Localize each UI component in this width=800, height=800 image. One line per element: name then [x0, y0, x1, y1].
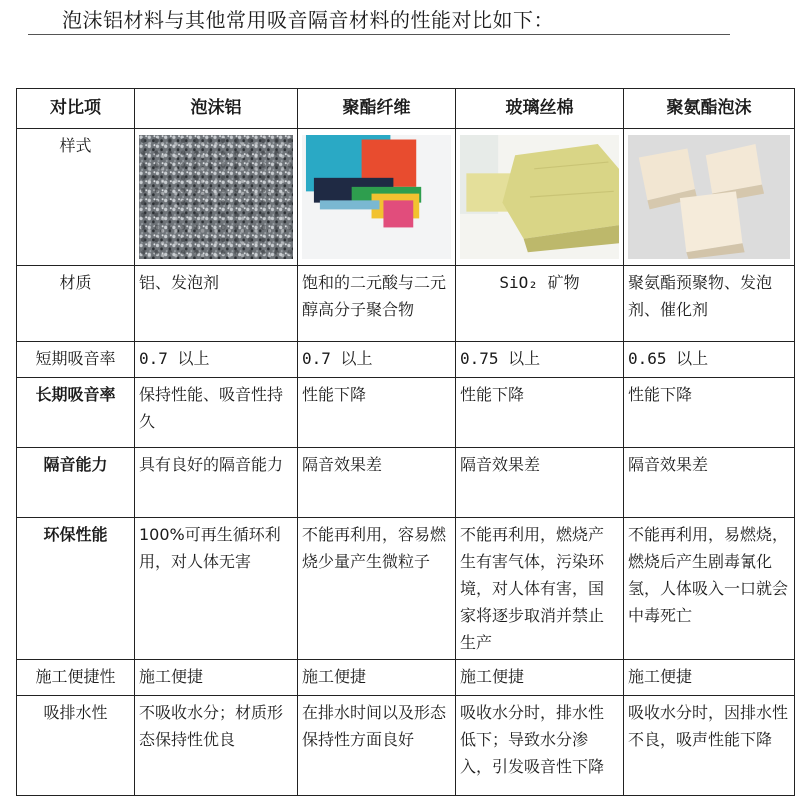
table-cell: 铝、发泡剂 — [135, 266, 298, 342]
title-underline — [28, 34, 730, 35]
table-cell: 隔音效果差 — [456, 448, 624, 518]
row-label-water: 吸排水性 — [17, 696, 135, 796]
page-title: 泡沫铝材料与其他常用吸音隔音材料的性能对比如下： — [62, 8, 554, 32]
table-cell: 饱和的二元酸与二元醇高分子聚合物 — [298, 266, 456, 342]
polyurethane-foam-image — [624, 129, 795, 266]
table-row — [17, 342, 795, 378]
row-label-sound-insulation: 隔音能力 — [17, 448, 135, 518]
table-cell: 0.7 以上 — [298, 342, 456, 378]
table-row — [17, 696, 795, 796]
row-label-construction: 施工便捷性 — [17, 660, 135, 696]
table-cell: 施工便捷 — [624, 660, 795, 696]
table-cell: 不吸收水分；材质形态保持性优良 — [135, 696, 298, 796]
table-cell: 不能再利用，燃烧产生有害气体，污染环境，对人体有害，国家将逐步取消并禁止生产 — [456, 518, 624, 660]
comparison-table — [16, 88, 795, 796]
table-cell: 施工便捷 — [298, 660, 456, 696]
table-cell: 施工便捷 — [456, 660, 624, 696]
table-row — [17, 378, 795, 448]
row-label-long-term-absorption: 长期吸音率 — [17, 378, 135, 448]
aluminum-foam-image — [135, 129, 298, 266]
header-row — [17, 89, 795, 129]
table-cell: 施工便捷 — [135, 660, 298, 696]
table-cell: 聚氨酯预聚物、发泡剂、催化剂 — [624, 266, 795, 342]
table-cell: 保持性能、吸音性持久 — [135, 378, 298, 448]
header-polyurethane-foam: 聚氨酯泡沫 — [624, 89, 795, 129]
table-cell: 吸收水分时，排水性低下；导致水分渗入，引发吸音性下降 — [456, 696, 624, 796]
table-cell: 性能下降 — [298, 378, 456, 448]
table-cell: 性能下降 — [624, 378, 795, 448]
row-label-environmental: 环保性能 — [17, 518, 135, 660]
glass-wool-image — [456, 129, 624, 266]
table-cell: 0.75 以上 — [456, 342, 624, 378]
table-cell: 0.7 以上 — [135, 342, 298, 378]
table-cell: 0.65 以上 — [624, 342, 795, 378]
sample-row — [17, 129, 795, 266]
table-cell: 隔音效果差 — [624, 448, 795, 518]
header-aluminum-foam: 泡沫铝 — [135, 89, 298, 129]
table-cell: 吸收水分时，因排水性不良，吸声性能下降 — [624, 696, 795, 796]
table-row — [17, 660, 795, 696]
table-row — [17, 266, 795, 342]
table-cell: 不能再利用，易燃烧，燃烧后产生剧毒氰化氢，人体吸入一口就会中毒死亡 — [624, 518, 795, 660]
table-cell: 不能再利用，容易燃烧少量产生微粒子 — [298, 518, 456, 660]
table-cell: 性能下降 — [456, 378, 624, 448]
table-cell: SiO₂ 矿物 — [456, 266, 624, 342]
row-label-sample: 样式 — [17, 129, 135, 266]
row-label-material: 材质 — [17, 266, 135, 342]
table-row — [17, 518, 795, 660]
table-cell: 在排水时间以及形态保持性方面良好 — [298, 696, 456, 796]
table-cell: 100%可再生循环利用，对人体无害 — [135, 518, 298, 660]
table-cell: 隔音效果差 — [298, 448, 456, 518]
header-glass-wool: 玻璃丝棉 — [456, 89, 624, 129]
header-compare-item: 对比项 — [17, 89, 135, 129]
row-label-short-term-absorption: 短期吸音率 — [17, 342, 135, 378]
table-row — [17, 448, 795, 518]
table-cell: 具有良好的隔音能力 — [135, 448, 298, 518]
header-polyester-fiber: 聚酯纤维 — [298, 89, 456, 129]
polyester-fiber-image — [298, 129, 456, 266]
